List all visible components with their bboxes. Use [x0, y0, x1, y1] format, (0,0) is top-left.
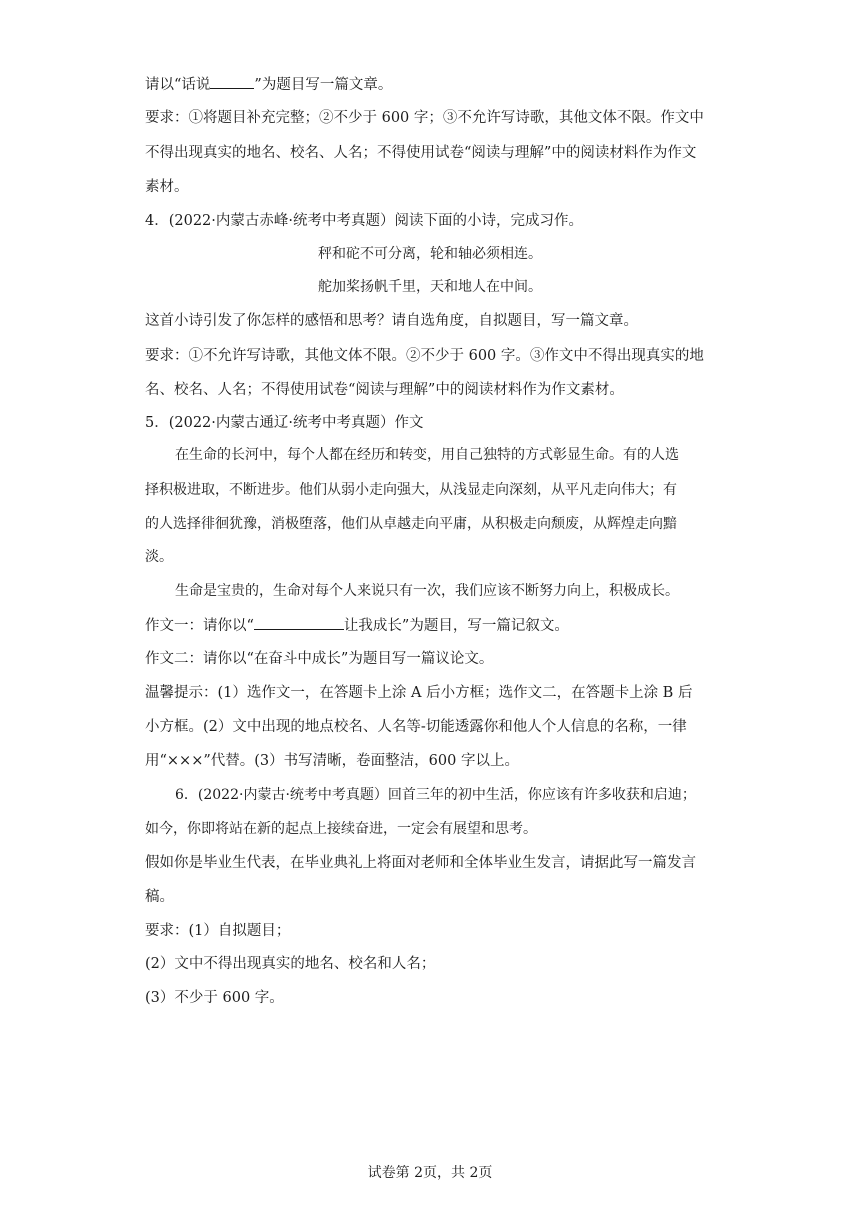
- text: ”为题目写一篇文章。: [254, 77, 393, 93]
- text: 作文一：请你以“: [145, 618, 254, 634]
- title-blank: [210, 74, 254, 89]
- q6-line: 假如你是毕业生代表，在毕业典礼上将面对老师和全体毕业生发言，请据此写一篇发言: [145, 855, 696, 871]
- q5-tip-line: 温馨提示：(1）选作文一，在答题卡上涂 A 后小方框；选作文二，在答题卡上涂 B 后: [145, 685, 693, 701]
- q3-req-line: 素材。: [145, 179, 189, 195]
- q5-tip-line: 用“×××”代替。(3）书写清晰，卷面整洁，600 字以上。: [145, 753, 519, 769]
- text: 让我成长”为题目，写一篇记叙文。: [343, 618, 569, 634]
- q4-poem-line: 舵加桨扬帆千里，天和地人在中间。: [318, 279, 542, 295]
- q5-para-line: 生命是宝贵的，生命对每个人来说只有一次，我们应该不断努力向上，积极成长。: [175, 583, 679, 599]
- q3-title-line: [145, 74, 392, 95]
- text: 请以“话说: [145, 77, 211, 93]
- q5-option-2: 作文二：请你以“在奋斗中成长”为题目写一篇议论文。: [145, 651, 494, 667]
- title-blank: [254, 615, 344, 630]
- q6-req-line: (2）文中不得出现真实的地名、校名和人名；: [145, 956, 436, 972]
- page-footer: 试卷第 2页，共 2页: [367, 1165, 493, 1181]
- q5-option-1: [145, 615, 569, 636]
- q4-poem-line: 秤和砣不可分离，轮和轴必须相连。: [318, 246, 542, 262]
- q5-para-line: 择积极进取，不断进步。他们从弱小走向强大，从浅显走向深刻，从平凡走向伟大；有: [145, 482, 677, 498]
- q4-prompt: 这首小诗引发了你怎样的感悟和思考？请自选角度，自拟题目，写一篇文章。: [145, 313, 638, 329]
- q6-req-line: 要求：(1）自拟题目；: [145, 923, 291, 939]
- q3-req-line: 要求：①将题目补充完整；②不少于 600 字；③不允许写诗歌，其他文体不限。作文中: [145, 110, 704, 126]
- q3-req-line: 不得出现真实的地名、校名、人名；不得使用试卷“阅读与理解”中的阅读材料作为作文: [145, 145, 697, 161]
- q4-heading: 4．(2022·内蒙古赤峰·统考中考真题）阅读下面的小诗，完成习作。: [145, 213, 583, 229]
- q6-line: 稿。: [145, 889, 174, 905]
- q5-tip-line: 小方框。(2）文中出现的地点校名、人名等-切能透露你和他人个人信息的名称，一律: [145, 719, 687, 735]
- q5-para-line: 的人选择徘徊犹豫，消极堕落，他们从卓越走向平庸，从积极走向颓废，从辉煌走向黯: [145, 516, 677, 532]
- q6-heading: 6．(2022·内蒙古·统考中考真题）回首三年的初中生活，你应该有许多收获和启迪；: [175, 787, 696, 803]
- q5-para-line: 在生命的长河中，每个人都在经历和转变，用自己独特的方式彰显生命。有的人选: [175, 447, 679, 463]
- q6-req-line: (3）不少于 600 字。: [145, 990, 284, 1006]
- q6-line: 如今，你即将站在新的起点上接续奋进，一定会有展望和思考。: [145, 821, 537, 837]
- q5-para-line: 淡。: [145, 549, 173, 565]
- q4-req-line: 名、校名、人名；不得使用试卷“阅读与理解”中的阅读材料作为作文素材。: [145, 382, 624, 398]
- q4-req-line: 要求：①不允许写诗歌，其他文体不限。②不少于 600 字。③作文中不得出现真实的地: [145, 348, 704, 364]
- q5-heading: 5．(2022·内蒙古通辽·统考中考真题）作文: [145, 415, 424, 431]
